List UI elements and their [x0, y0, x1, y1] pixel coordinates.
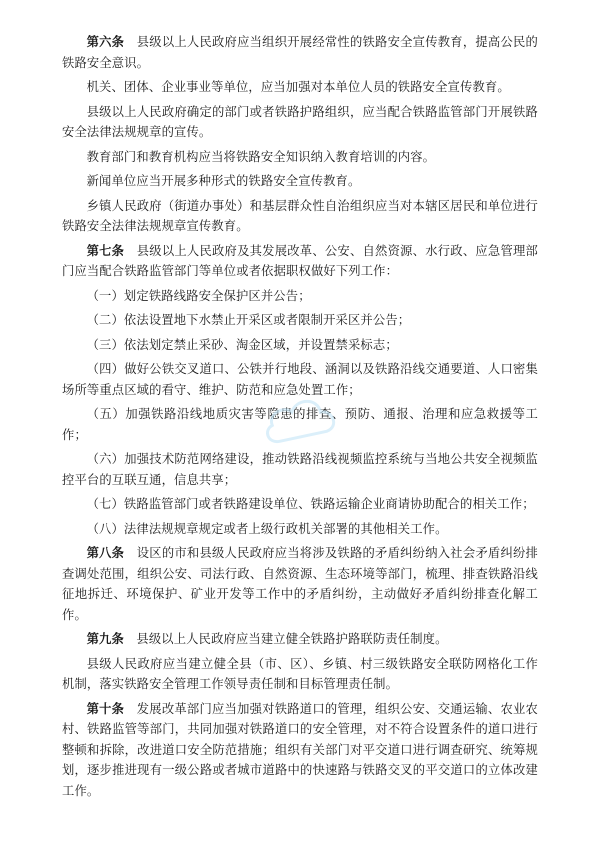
paragraph-article-10 — [62, 699, 538, 802]
paragraph-text: 新闻单位应当开展多种形式的铁路安全宣传教育。 — [86, 174, 361, 188]
paragraph — [62, 102, 538, 143]
article-number: 第七条 — [86, 242, 125, 258]
paragraph — [62, 196, 538, 237]
list-item — [62, 335, 538, 356]
list-item-text: （四）做好公铁交叉道口、公铁并行地段、涵洞以及铁路沿线交通要道、人口密集场所等重点区域的看守、维护、防范和应急处置工作； — [62, 362, 538, 397]
list-item-text: （五）加强铁路沿线地质灾害等隐患的排查、预防、通报、治理和应急救援等工作； — [62, 407, 538, 442]
paragraph — [62, 77, 538, 98]
list-item — [62, 286, 538, 307]
article-number: 第十条 — [86, 700, 125, 716]
paragraph-article-7 — [62, 241, 538, 282]
paragraph-article-9 — [62, 629, 538, 650]
paragraph-text: 机关、团体、企业事业等单位，应当加强对本单位人员的铁路安全宣传教育。 — [86, 80, 510, 94]
paragraph-text: 发展改革部门应当加强对铁路道口的管理，组织公安、交通运输、农业农村、铁路监管等部门，共同加强对铁路道口的安全管理，对不符合设置条件的道口进行整顿和拆除，改进道口安全防范措施；组织有关部门对平交道口进行调查研究、统筹规划，逐步推进现有一级公路或者城市道路中的快速路与铁路交叉的平交道口的立体改建工作。 — [62, 701, 538, 798]
list-item-text: （一）划定铁路线路安全保护区并公告； — [86, 288, 311, 303]
list-item-text: （二）依法设置地下水禁止开采区或者限制开采区并公告； — [86, 313, 411, 327]
paragraph — [62, 654, 538, 695]
paragraph — [62, 171, 538, 192]
paragraph-text: 教育部门和教育机构应当将铁路安全知识纳入教育培训的内容。 — [86, 149, 436, 164]
paragraph-article-6 — [62, 32, 538, 73]
paragraph-text: 县级以上人民政府应当建立健全铁路护路联防责任制度。 — [136, 632, 448, 646]
list-item-text: （七）铁路监管部门或者铁路建设单位、铁路运输企业商请协助配合的相关工作； — [86, 497, 535, 511]
paragraph-text: 县级人民政府应当建立健全县（市、区）、乡镇、村三级铁路安全联防网格化工作机制，落实铁路安全管理工作领导责任制和目标管理责任制。 — [62, 656, 538, 691]
paragraph — [62, 147, 538, 168]
paragraph-text: 设区的市和县级人民政府应当将涉及铁路的矛盾纠纷纳入社会矛盾纠纷排查调处范围，组织公安、司法行政、自然资源、生态环境等部门，梳理、排查铁路沿线征地拆迁、环境保护、矿业开发等工作中的矛盾纠纷，主动做好矛盾纠纷排查化解工作。 — [62, 546, 538, 622]
paragraph-article-8 — [62, 543, 538, 625]
article-number: 第九条 — [86, 631, 124, 646]
list-item — [62, 494, 538, 515]
paragraph-text: 县级以上人民政府确定的部门或者铁路护路组织，应当配合铁路监管部门开展铁路安全法律法规规章的宣传。 — [62, 104, 538, 139]
list-item — [62, 310, 538, 331]
paragraph-text: 乡镇人民政府（街道办事处）和基层群众性自治组织应当对本辖区居民和单位进行铁路安全法律法规规章宣传教育。 — [62, 198, 538, 233]
list-item-text: （三）依法划定禁止采砂、淘金区域，并设置禁采标志； — [86, 337, 398, 352]
list-item-text: （六）加强技术防范网络建设，推动铁路沿线视频监控系统与当地公共安全视频监控平台的互联互通，信息共享； — [62, 452, 538, 487]
paragraph-text: 县级以上人民政府及其发展改革、公安、自然资源、水行政、应急管理部门应当配合铁路监管部门等单位或者依据职权做好下列工作： — [62, 243, 538, 278]
list-item — [62, 519, 538, 540]
paragraph-text: 县级以上人民政府应当组织开展经常性的铁路安全宣传教育，提高公民的铁路安全意识。 — [62, 35, 538, 70]
article-number: 第六条 — [86, 34, 125, 49]
article-number: 第八条 — [86, 545, 125, 560]
list-item-text: （八）法律法规规章规定或者上级行政机关部署的其他相关工作。 — [86, 521, 448, 536]
